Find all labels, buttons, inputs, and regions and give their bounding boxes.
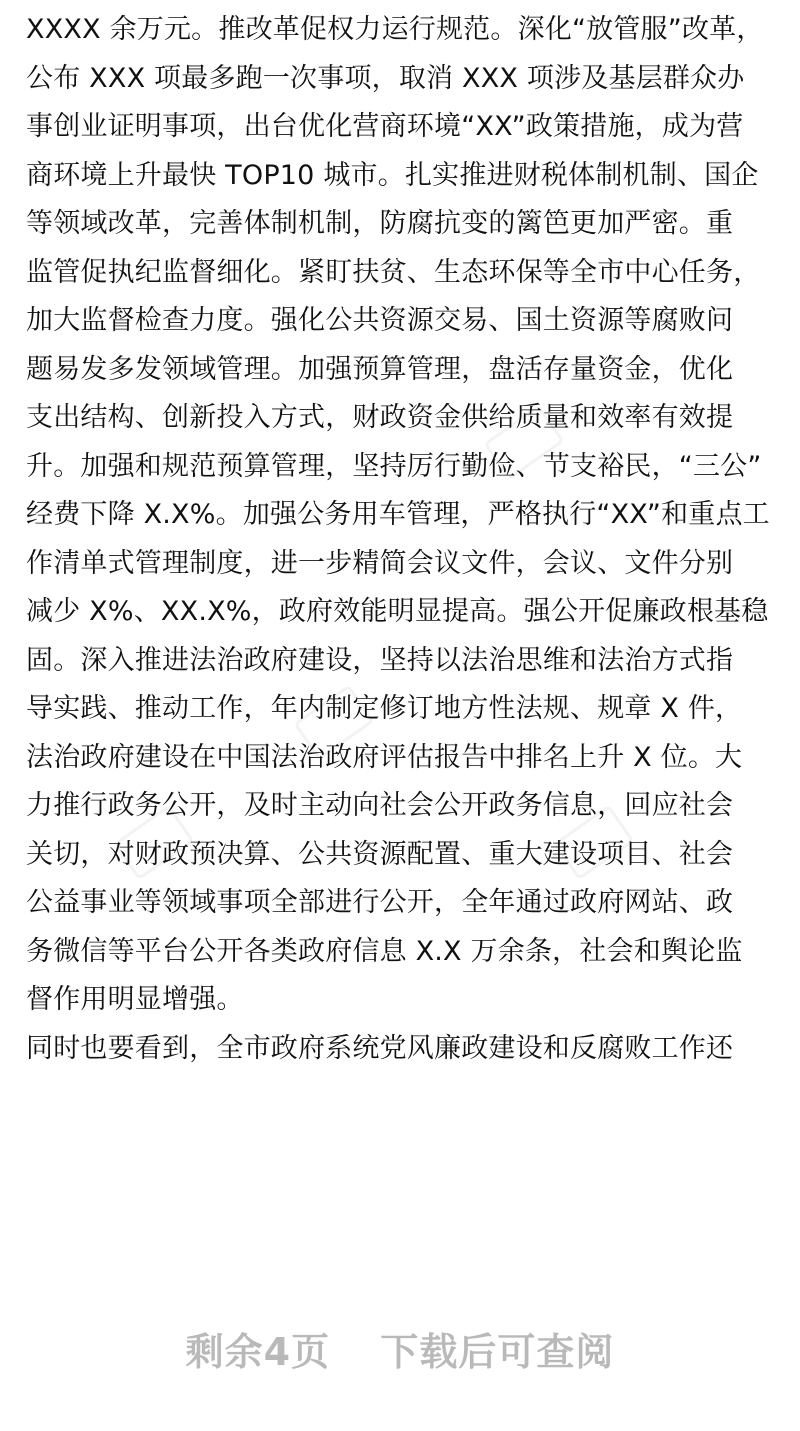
paragraph-2 <box>26 1025 786 1074</box>
text-line: 升。加强和规范预算管理，坚持厉行勤俭、节支裕民，“三公” <box>26 450 762 482</box>
text-line: 督作用明显增强。 <box>26 984 244 1015</box>
document-body <box>26 6 786 1073</box>
download-prompt-banner[interactable] <box>0 1322 800 1382</box>
text-line: 固。深入推进法治政府建设，坚持以法治思维和法治方式指 <box>26 644 734 676</box>
text-line: 法治政府建设在中国法治政府评估报告中排名上升 X 位。大 <box>26 741 743 773</box>
text-line: 经费下降 X.X%。加强公务用车管理，严格执行“XX”和重点工 <box>26 499 770 530</box>
text-line: 等领域改革，完善体制机制，防腐抗变的篱笆更加严密。重 <box>26 208 734 239</box>
text-line: 公布 XXX 项最多跑一次事项，取消 XXX 项涉及基层群众办 <box>26 62 745 94</box>
text-line: 事创业证明事项，出台优化营商环境“XX”政策措施，成为营 <box>26 111 744 142</box>
text-line: 题易发多发领域管理。加强预算管理，盘活存量资金，优化 <box>26 353 734 385</box>
text-line: 监管促执纪监督细化。紧盯扶贫、生态环保等全市中心任务， <box>26 256 761 288</box>
text-line: 力推行政务公开，及时主动向社会公开政务信息，回应社会 <box>26 790 734 821</box>
remaining-pages-label: 剩余4页 <box>185 1330 331 1374</box>
paragraph-1 <box>26 6 786 1025</box>
text-line: 减少 X%、XX.X%，政府效能明显提高。强公开促廉政根基稳 <box>26 596 769 627</box>
text-line: 公益事业等领域事项全部进行公开，全年通过政府网站、政 <box>26 887 734 918</box>
text-line: 商环境上升最快 TOP10 城市。扎实推进财税体制机制、国企 <box>26 159 759 191</box>
text-line: 加大监督检查力度。强化公共资源交易、国土资源等腐败问 <box>26 305 734 336</box>
text-line: 关切，对财政预决算、公共资源配置、重大建设项目、社会 <box>26 838 734 870</box>
text-line: 支出结构、创新投入方式，财政资金供给质量和效率有效提 <box>26 402 734 433</box>
text-line: 导实践、推动工作，年内制定修订地方性法规、规章 X 件， <box>26 693 743 724</box>
text-line: 同时也要看到，全市政府系统党风廉政建设和反腐败工作还 <box>26 1032 734 1064</box>
text-line: 务微信等平台公开各类政府信息 X.X 万余条，社会和舆论监 <box>26 935 743 967</box>
text-line: 作清单式管理制度，进一步精简会议文件，会议、文件分别 <box>26 547 734 579</box>
text-line: XXXX 余万元。推改革促权力运行规范。深化“放管服”改革， <box>26 14 764 45</box>
download-to-view-label: 下载后可查阅 <box>380 1330 615 1374</box>
